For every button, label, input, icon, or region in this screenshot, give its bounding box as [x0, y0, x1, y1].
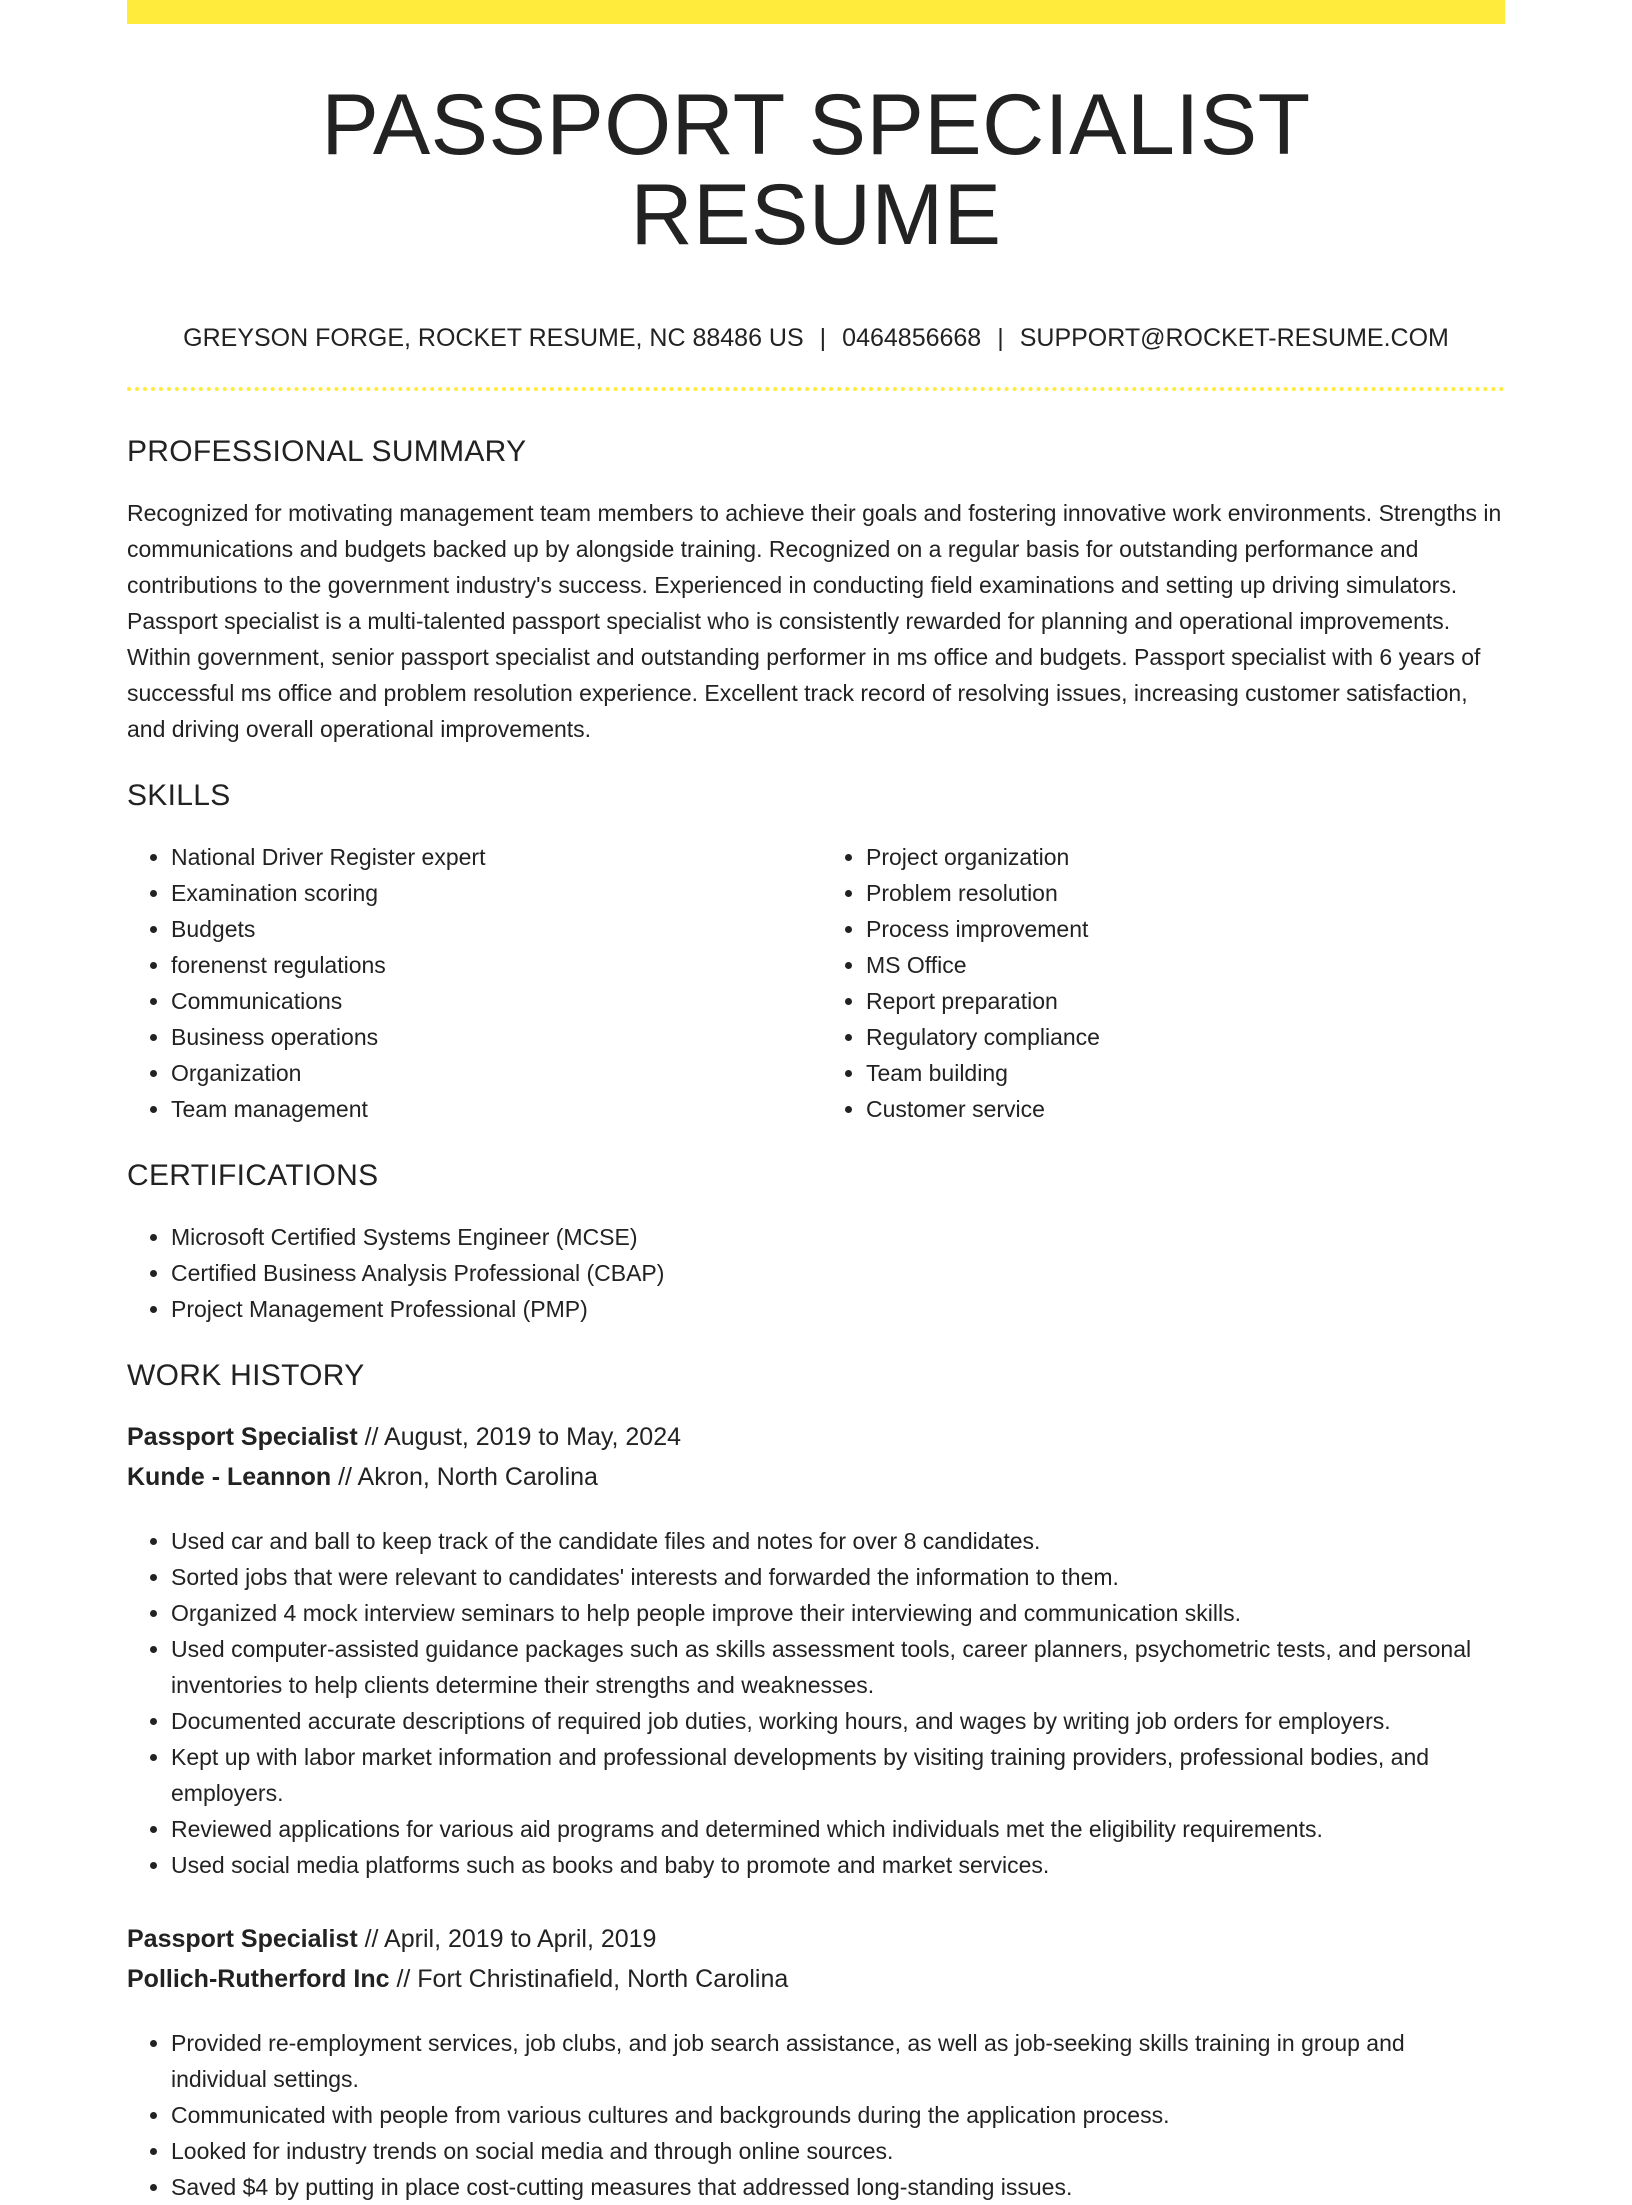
job-company: Kunde - Leannon: [127, 1462, 332, 1491]
certification-item: • Certified Business Analysis Professional (CBAP): [171, 1255, 1505, 1291]
skill-item: • Budgets: [171, 911, 816, 947]
page-title: PASSPORT SPECIALIST RESUME: [321, 77, 1311, 264]
job-company-line: [127, 1457, 1505, 1497]
skill-item: • Communications: [171, 983, 816, 1019]
skill-item: • Regulatory compliance: [866, 1019, 1505, 1055]
job-dates: // April, 2019 to April, 2019: [357, 1924, 657, 1953]
contact-email: SUPPORT@ROCKET-RESUME.COM: [1019, 323, 1449, 352]
work-history-heading: WORK HISTORY: [127, 1358, 365, 1392]
skill-item: • Examination scoring: [171, 875, 816, 911]
dotted-divider: [127, 387, 1505, 391]
skills-heading: SKILLS: [127, 778, 231, 812]
resume-page: [127, 0, 1505, 2205]
summary-text: Recognized for motivating management team members to achieve their goals and fostering innovative work environments. Strengths in communications and budgets backed up by alongside training. Recognized on a regular basis for outstanding performance and contributions to the government industry's success. Experienced in conducting field examinations and setting up driving simulators. Passport specialist is a multi-talented passport specialist who is consistently rewarded for planning and operational improvements. Within government, senior passport specialist and outstanding performer in ms office and budgets. Passport specialist with 6 years of successful ms office and problem resolution experience. Excellent track record of resolving issues, increasing customer satisfaction, and driving overall operational improvements.: [127, 499, 1502, 742]
skill-item: • Report preparation: [866, 983, 1505, 1019]
job-duty-item: • Organized 4 mock interview seminars to help people improve their interviewing and communication skills.: [171, 1595, 1505, 1631]
job-location: // Fort Christinafield, North Carolina: [389, 1964, 789, 1993]
skills-column-left: [127, 839, 816, 1127]
job-duty-item: • Kept up with labor market information and professional developments by visiting training providers, professional bodies, and employers.: [171, 1739, 1505, 1811]
job-duty-item: • Documented accurate descriptions of required job duties, working hours, and wages by writing job orders for employers.: [171, 1703, 1505, 1739]
job-duty-item: • Used car and ball to keep track of the candidate files and notes for over 8 candidates.: [171, 1523, 1505, 1559]
skill-item: • Organization: [171, 1055, 816, 1091]
summary-heading: PROFESSIONAL SUMMARY: [127, 434, 527, 468]
skill-item: • Business operations: [171, 1019, 816, 1055]
job-company: Pollich-Rutherford Inc: [127, 1964, 390, 1993]
contact-separator: |: [819, 323, 827, 352]
skill-item: • forenenst regulations: [171, 947, 816, 983]
job-duty-item: • Provided re-employment services, job clubs, and job search assistance, as well as job-seeking skills training in group and individual settings.: [171, 2025, 1505, 2097]
job-duty-item: • Saved $4 by putting in place cost-cutting measures that addressed long-standing issues.: [171, 2169, 1505, 2205]
skill-item: • Process improvement: [866, 911, 1505, 947]
job-duties-list: [127, 2025, 1505, 2205]
skill-item: • Team building: [866, 1055, 1505, 1091]
certifications-list: [127, 1219, 1505, 1327]
skill-item: • National Driver Register expert: [171, 839, 816, 875]
job-duty-item: • Looked for industry trends on social media and through online sources.: [171, 2133, 1505, 2169]
job-duty-item: • Reviewed applications for various aid programs and determined which individuals met the eligibility requirements.: [171, 1811, 1505, 1847]
skill-item: • Problem resolution: [866, 875, 1505, 911]
skill-item: • MS Office: [866, 947, 1505, 983]
job-location: // Akron, North Carolina: [331, 1462, 598, 1491]
skill-item: • Team management: [171, 1091, 816, 1127]
contact-address: GREYSON FORGE, ROCKET RESUME, NC 88486 US: [183, 323, 804, 352]
skills-list: [127, 839, 1505, 1127]
certifications-heading: CERTIFICATIONS: [127, 1158, 379, 1192]
skill-item: • Customer service: [866, 1091, 1505, 1127]
certification-item: • Project Management Professional (PMP): [171, 1291, 1505, 1327]
contact-separator: |: [997, 323, 1004, 352]
contact-phone: 0464856668: [842, 323, 982, 352]
certification-item: • Microsoft Certified Systems Engineer (MCSE): [171, 1219, 1505, 1255]
job-role: Passport Specialist: [127, 1422, 358, 1451]
job-duty-item: • Used social media platforms such as books and baby to promote and market services.: [171, 1847, 1505, 1883]
job-duty-item: • Communicated with people from various cultures and backgrounds during the application process.: [171, 2097, 1505, 2133]
accent-top-bar: [127, 0, 1505, 24]
skill-item: • Project organization: [866, 839, 1505, 875]
contact-line: [127, 323, 1505, 353]
job-duty-item: • Sorted jobs that were relevant to candidates' interests and forwarded the information to them.: [171, 1559, 1505, 1595]
job-title-line: [127, 1919, 1505, 1959]
skills-column-right: [816, 839, 1505, 1127]
job-duty-item: • Used computer-assisted guidance packages such as skills assessment tools, career planners, psychometric tests, and personal inventories to help clients determine their strengths and weaknesses.: [171, 1631, 1505, 1703]
job-company-line: [127, 1959, 1505, 1999]
job-role: Passport Specialist: [127, 1924, 358, 1953]
job-title-line: [127, 1417, 1505, 1457]
job-duties-list: [127, 1523, 1505, 1883]
job-dates: // August, 2019 to May, 2024: [357, 1422, 682, 1451]
